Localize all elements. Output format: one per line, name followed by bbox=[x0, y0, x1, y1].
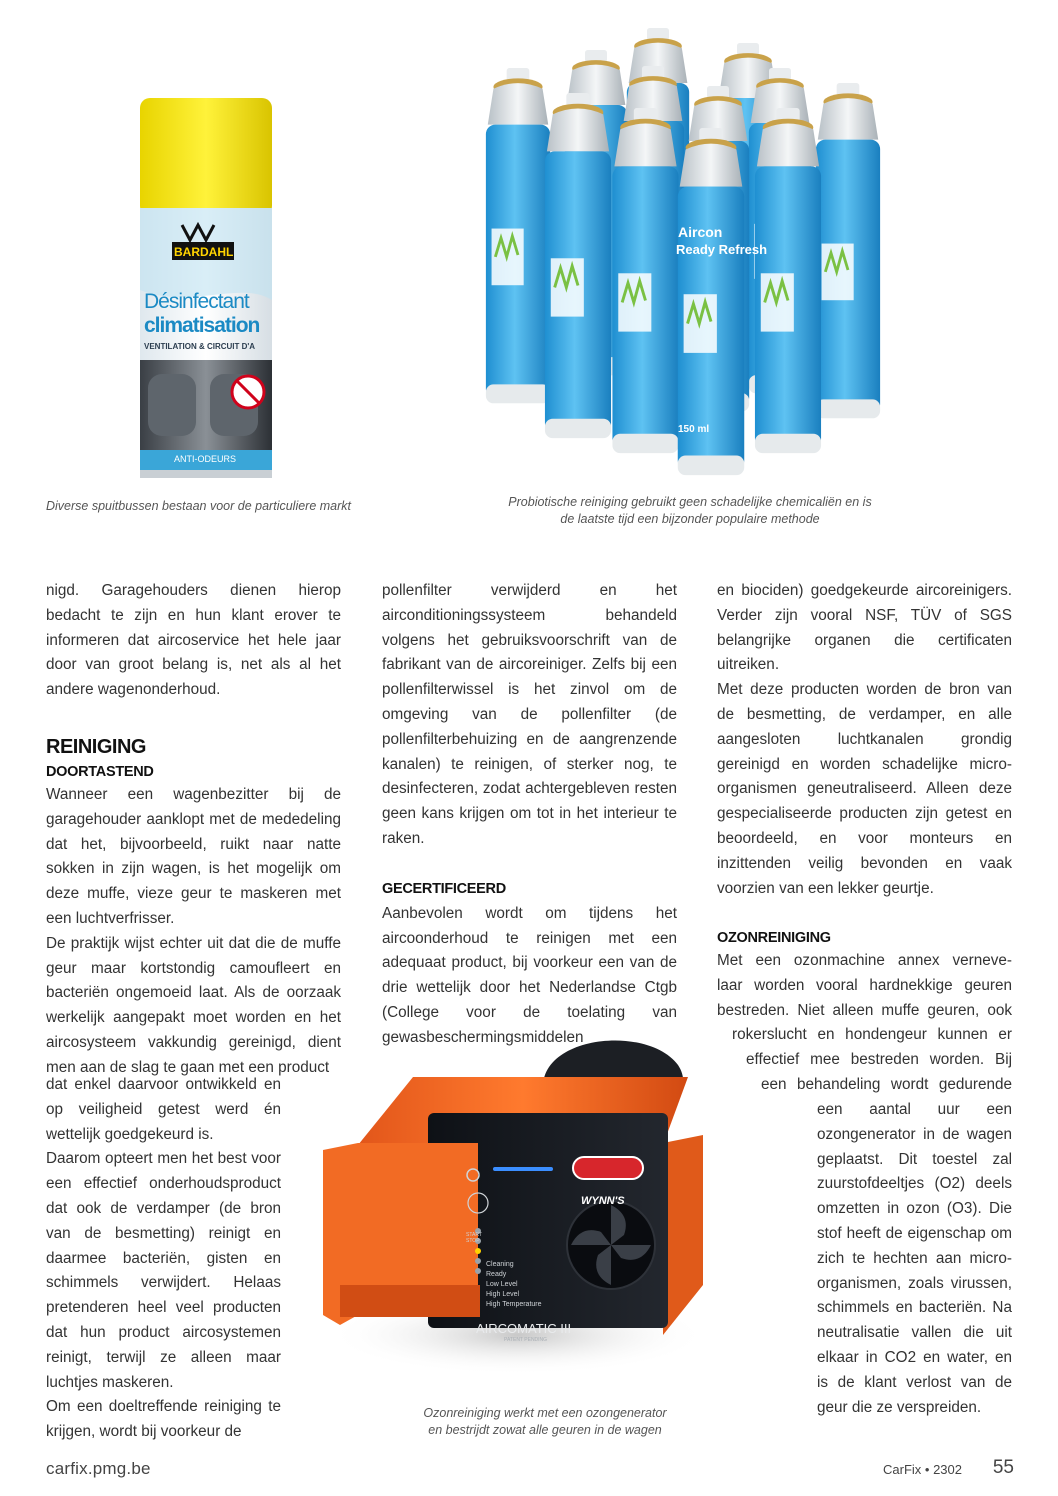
caption-probiotic bbox=[480, 494, 900, 528]
bardahl-bottom-label: ANTI-ODEURS bbox=[174, 454, 237, 464]
column-1 bbox=[46, 579, 341, 1081]
col2-paragraph-1: pollenfilter verwijderd en het airconditioningssysteem behandeld volgens het gebruiksvoorschrift van de fabrikant van de aircoreiniger. Zelfs bij een pollenfilterwissel is het zinvol om de omgeving van de pollenfilter (de pollenfilterbehuizing en de aangrenzende kanalen) te reinigen, of sterker nog, te desinfecteren, zodat achtergebleven resten geen kans krijgen om tot in het interieur te raken. bbox=[382, 582, 677, 847]
bardahl-spray-image bbox=[130, 90, 280, 485]
col3-wrap-line: een behandeling wordt gedurende bbox=[761, 1075, 1012, 1093]
bardahl-label-line3: VENTILATION & CIRCUIT D'A bbox=[144, 342, 256, 351]
caption-probiotic-line2: de laatste tijd een bijzonder populaire methode bbox=[560, 512, 820, 526]
caption-ozone-line1: Ozonreiniging werkt met een ozongenerator bbox=[423, 1406, 667, 1420]
bardahl-label-line1: Désinfectant bbox=[144, 290, 249, 313]
col3-wrap-line: Met een ozonmachine annex verneve- bbox=[717, 952, 1012, 969]
caption-ozone-line2: en bestrijdt zowat alle geuren in de wagen bbox=[428, 1423, 662, 1437]
col3-wrap-line: rokerslucht en hondengeur kunnen er bbox=[732, 1026, 1012, 1044]
column-3-narrow bbox=[817, 1098, 1012, 1420]
column-3 bbox=[717, 579, 1012, 951]
machine-start-stop: START STOP bbox=[466, 1232, 482, 1244]
bardahl-brand-label: BARDAHL bbox=[174, 245, 234, 259]
col1-paragraph-3: Daarom opteert men het best voor een effectief onderhoudsproduct dat ook de verdamper (de bron van de besmetting) reinigt en daarmee bacteriën, gisten en schimmels verwijdert. Helaas pretenderen heel veel producten dat hun product aircosystemen reinigt, terwijl ze alleen maar luchtjes maskeren. bbox=[46, 1150, 281, 1391]
machine-status-item: Cleaning bbox=[486, 1261, 514, 1268]
caption-ozone bbox=[400, 1405, 690, 1439]
machine-status-item: High Level bbox=[486, 1291, 520, 1298]
col1-paragraph-2a: De praktijk wijst echter uit dat die de muffe geur maar kortstondig camoufleert en bacteriën ongemoeid laat. Als de oorzaak werkelijk aangepakt moet worden en het aircosysteem vakkundig gereinigd, dient men aan de slag te gaan met een product bbox=[46, 934, 341, 1076]
col3-wrap-line: laar worden vooral hardnekkige geuren bbox=[717, 976, 1012, 994]
heading-gecertificeerd: GECERTIFICEERD bbox=[382, 880, 506, 897]
aircon-can-label-2: Ready Refresh bbox=[676, 242, 768, 257]
subheading-doortastend: DOORTASTEND bbox=[46, 763, 154, 780]
machine-patent-label: PATENT PENDING bbox=[504, 1337, 548, 1343]
heading-reiniging: REINIGING bbox=[46, 735, 146, 758]
footer-magazine-issue: CarFix • 2302 bbox=[883, 1462, 962, 1477]
col3-paragraph-1: en biociden) goedgekeurde aircoreinigers. Verder zijn vooral NSF, TÜV of SGS belangrijke organen die certificaten uitreiken. bbox=[717, 582, 1012, 674]
machine-status-item: Ready bbox=[486, 1271, 507, 1278]
footer-page-number: 55 bbox=[992, 1457, 1014, 1478]
col1-paragraph-1: Wanneer een wagenbezitter bij de garagehouder aanklopt met de mededeling dat het, bijvoorbeeld, ruikt naar natte sokken in zijn wagen, is het mogelijk om deze muffe, vieze geur te maskeren met een luchtverfrisser. bbox=[46, 785, 341, 927]
aircon-can-label-1: Aircon bbox=[678, 224, 723, 240]
col2-paragraph-2: Aanbevolen wordt om tijdens het aircoonderhoud te reinigen met een adequaat product, bij voorkeur een van de drie wettelijk door het Nederlandse Ctgb (College voor de toelating van gewasbeschermingsmiddelen bbox=[382, 904, 677, 1046]
col3-wrap-line: bestreden. Niet alleen muffe geuren, ook bbox=[717, 1001, 1012, 1019]
col3-wrap-line: effectief mee bestreden worden. Bij bbox=[746, 1051, 1012, 1069]
col1-intro: nigd. Garagehouders dienen hierop bedacht te zijn en hun klant erover te informeren dat aircoservice het hele jaar door van groot belang is, net als al het andere wagenonderhoud. bbox=[46, 582, 341, 699]
machine-name-label: AIRCOMATIC III bbox=[476, 1321, 572, 1336]
heading-ozonreiniging: OZONREINIGING bbox=[717, 930, 831, 947]
col1-paragraph-2b: dat enkel daarvoor ontwikkeld en op veiligheid getest werd én wettelijk goedgekeurd is. bbox=[46, 1076, 281, 1143]
footer-website-link[interactable]: carfix.pmg.be bbox=[46, 1459, 151, 1478]
machine-status-list bbox=[486, 1260, 542, 1310]
col3-paragraph-3-narrow: een aantal uur een ozongenerator in de wagen geplaatst. Dit toestel zal zuurstofdeeltjes (O2) deels omzetten in ozon (O3). Die stof heeft de eigenschap om zich te hechten aan micro-organismen, zoals virussen, schimmels en bacteriën. Na neutralisatie vallen die uit elkaar in CO2 en water, en is de klant verlost van de geur die ze verspreiden. bbox=[817, 1101, 1012, 1416]
caption-probiotic-line1: Probiotische reiniging gebruikt geen schadelijke chemicaliën en is bbox=[508, 495, 872, 509]
machine-status-item: Low Level bbox=[486, 1281, 518, 1288]
ozone-machine-image bbox=[318, 1035, 718, 1415]
aircon-cans-image bbox=[478, 28, 898, 480]
machine-status-item: High Temperature bbox=[486, 1301, 542, 1308]
column-1-narrow bbox=[46, 1073, 281, 1445]
col3-paragraph-2: Met deze producten worden de bron van de besmetting, de verdamper, en alle aangesloten luchtkanalen grondig gereinigd en worden schadelijke micro-organismen geneutraliseerd. Alleen deze gespecialiseerde producten zijn getest en beoordeeld, en voor monteurs en inzittenden veilig bevonden en vaak voorzien van een lekker geurtje. bbox=[717, 681, 1012, 897]
aircon-can-size: 150 ml bbox=[678, 424, 710, 435]
col1-paragraph-4: Om een doeltreffende reiniging te krijgen, wordt bij voorkeur de bbox=[46, 1398, 281, 1441]
caption-spray: Diverse spuitbussen bestaan voor de particuliere markt bbox=[46, 499, 352, 513]
column-2 bbox=[382, 579, 677, 1051]
bardahl-label-line2: climatisation bbox=[144, 314, 260, 337]
machine-brand-label: WYNN'S bbox=[581, 1195, 625, 1207]
column-3-wrap bbox=[717, 949, 1012, 1098]
